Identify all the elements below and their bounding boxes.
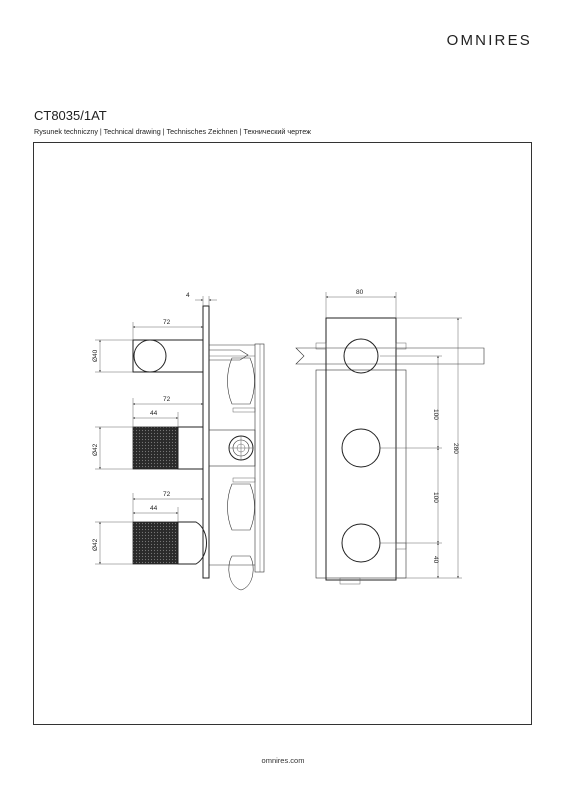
product-code: CT8035/1AT [34,108,107,123]
dim-knob2-grip: 44 [150,505,158,512]
dim-spout-diameter: Ø40 [92,349,99,362]
body-capsule-bottom [228,484,255,530]
dim-front-width: 80 [356,289,364,296]
dim-knob1-length: 72 [163,396,171,403]
knob-lower [133,522,207,564]
side-view [92,292,264,590]
front-plate [326,318,396,580]
dim-spacing-1: 100 [432,409,439,420]
dim-total-height: 280 [452,443,459,454]
dim-knob2-diameter: Ø42 [92,538,99,551]
knob-upper [133,427,203,469]
body-capsule-top [228,358,255,404]
footer-url: omnires.com [261,756,305,765]
drawing-subtitle: Rysunek techniczny | Technical drawing | Technisches Zeichnen | Технический чертеж [34,127,311,136]
front-knob-upper [342,429,380,467]
front-knob-lower [342,524,380,562]
rear-plate [255,344,264,572]
back-frame [316,370,406,578]
dim-plate-thickness: 4 [186,292,190,299]
dim-knob2-length: 72 [163,491,171,498]
dim-spout-length: 72 [163,319,171,326]
dim-bottom-offset: 40 [432,556,439,564]
dim-spacing-2: 100 [432,492,439,503]
front-view [296,289,484,584]
front-spout-disc [344,339,378,373]
dim-knob1-diameter: Ø42 [92,443,99,456]
dim-knob1-grip: 44 [150,410,158,417]
brand-logo: OMNIRES [446,32,532,49]
